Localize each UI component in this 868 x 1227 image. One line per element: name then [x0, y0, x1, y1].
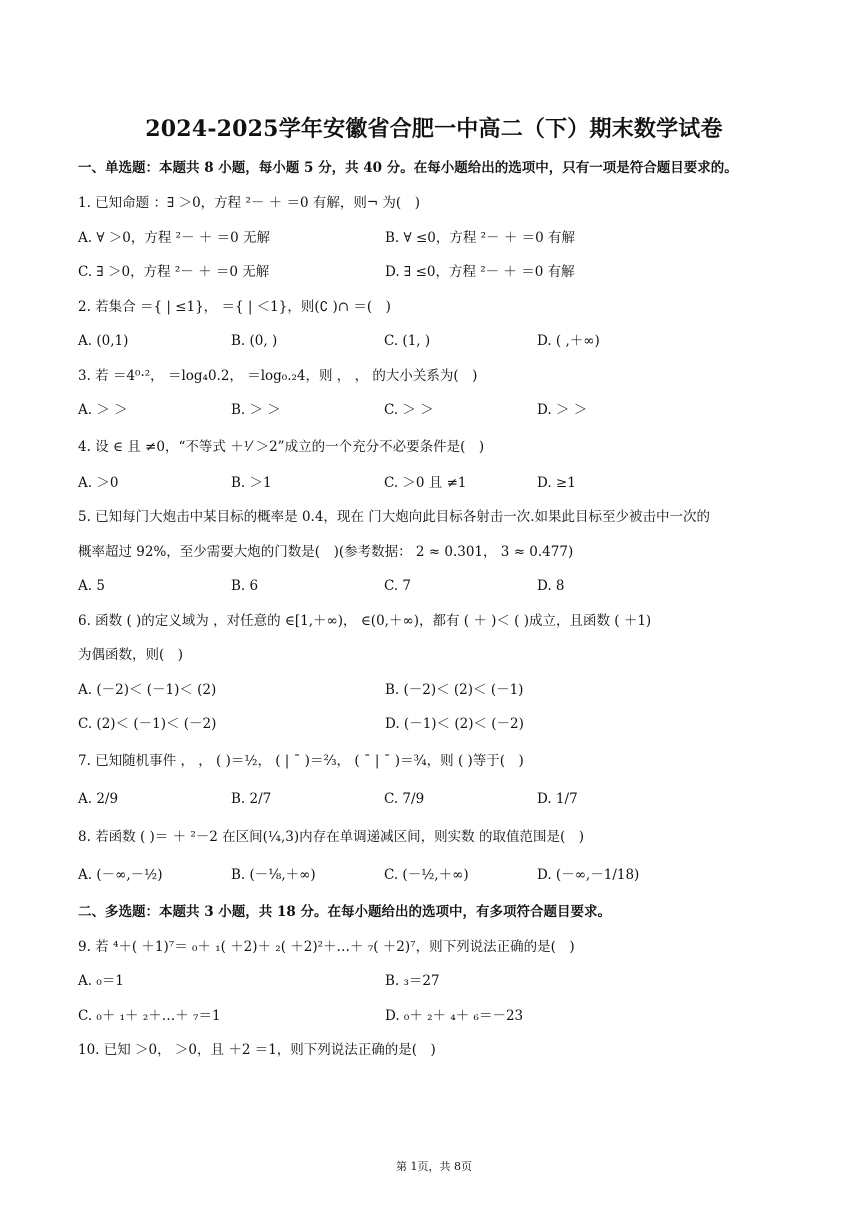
question-8-options: [78, 856, 803, 894]
question-2-option-c: C. (1, ): [384, 333, 431, 349]
question-4-stem: 4. 设 ∈ 且 ≠0，“不等式 ＋¹⁄ ＞2”成立的一个充分不必要条件是( ): [78, 438, 485, 455]
question-4-option-d: D. ≥1: [537, 474, 576, 491]
question-5-options: [78, 569, 803, 604]
page-title: 2024-2025学年安徽省合肥一中高二（下）期末数学试卷: [145, 116, 723, 142]
question-5-option-d: D. 8: [537, 578, 565, 594]
question-5-option-c: C. 7: [384, 578, 412, 594]
question-7-options: [78, 780, 803, 818]
question-6-option-d: D. (－1)＜ (2)＜ (－2): [385, 716, 524, 732]
question-8-option-a: A. (－∞,－½): [78, 866, 163, 883]
question-1-option-d: D. ∃ ≤0，方程 ²－ ＋ ＝0 有解: [385, 264, 575, 280]
question-6-stem-line-1: 6. 函数 ( )的定义域为 ，对任意的 ∈[1,＋∞)， ∈(0,＋∞)，都有 ( ＋ )＜ ( )成立，且函数 ( ＋1): [78, 612, 652, 629]
question-6-option-a: A. (－2)＜ (－1)＜ (2): [78, 681, 217, 698]
question-9-options-row-1: [78, 964, 803, 999]
question-8-option-d: D. (－∞,－1/18): [537, 866, 640, 883]
question-1-options-row-1: [78, 221, 803, 256]
question-4-option-b: B. ＞1: [231, 474, 272, 491]
question-8-stem: 8. 若函数 ( )＝ ＋ ²－2 在区间(¼,3)内存在单调递减区间，则实数 的取值范围是( ): [78, 828, 584, 845]
question-1-stem: 1. 已知命题 ：∃ ＞0，方程 ²－ ＋ ＝0 有解，则¬ 为( ): [78, 195, 420, 211]
question-3-option-c: C. ＞ ＞: [384, 402, 434, 418]
question-9-option-c: C. ₀＋ ₁＋ ₂＋…＋ ₇＝1: [78, 1007, 221, 1024]
question-9-option-d: D. ₀＋ ₂＋ ₄＋ ₆＝－23: [385, 1007, 524, 1024]
section-heading-single-choice: 一、单选题：本题共 8 小题，每小题 5 分，共 40 分。在每小题给出的选项中，只有一项是符合题目要求的。: [78, 160, 738, 176]
question-1-option-a: A. ∀ ＞0，方程 ²－ ＋ ＝0 无解: [78, 229, 271, 246]
question-5-stem-line-2: 概率超过 92%，至少需要大炮的门数是( )(参考数据： 2 ≈ 0.301， 3 ≈ 0.477): [78, 543, 574, 560]
question-8-option-c: C. (－½,＋∞): [384, 866, 469, 883]
page-footer: 第 1页，共 8页: [396, 1160, 472, 1173]
question-1-options-row-2: [78, 255, 803, 290]
question-6-options-row-2: [78, 707, 803, 742]
question-9-options-row-2: [78, 999, 803, 1034]
question-2-stem: 2. 若集合 ＝{ | ≤1}， ＝{ | ＜1}，则(∁ )∩ ＝( ): [78, 298, 391, 315]
question-6-option-b: B. (－2)＜ (2)＜ (－1): [385, 681, 524, 698]
question-6-stem-line-2: 为偶函数，则( ): [78, 647, 184, 663]
question-5-option-b: B. 6: [231, 578, 259, 594]
question-7-option-d: D. 1/7: [537, 790, 578, 807]
question-5-option-a: A. 5: [78, 578, 105, 594]
question-1-option-c: C. ∃ ＞0，方程 ²－ ＋ ＝0 无解: [78, 264, 270, 280]
question-2-options: [78, 324, 803, 359]
question-7-stem: 7. 已知随机事件 ， ， ( )＝½， ( | ¯ )＝⅔， ( ¯ | ¯ )＝¾，则 ( )等于( ): [78, 752, 524, 769]
question-7-option-b: B. 2/7: [231, 790, 272, 807]
question-7-option-a: A. 2/9: [78, 790, 119, 807]
question-3-options: [78, 393, 803, 428]
question-2-option-b: B. (0, ): [231, 333, 278, 349]
question-3-option-d: D. ＞ ＞: [537, 402, 588, 418]
question-2-option-d: D. ( ,＋∞): [537, 333, 600, 349]
question-7-option-c: C. 7/9: [384, 790, 425, 807]
question-3-option-a: A. ＞ ＞: [78, 402, 128, 418]
question-10-stem: 10. 已知 ＞0， ＞0，且 ＋2 ＝1，则下列说法正确的是( ): [78, 1042, 436, 1058]
question-3-stem: 3. 若 ＝4⁰·²， ＝log₄0.2， ＝log₀.₂4，则 ， ， 的大小关系为( ): [78, 367, 478, 384]
section-heading-multiple-choice: 二、多选题：本题共 3 小题，共 18 分。在每小题给出的选项中，有多项符合题目要求。: [78, 903, 611, 920]
question-4-option-a: A. ＞0: [78, 474, 119, 491]
question-1-option-b: B. ∀ ≤0，方程 ²－ ＋ ＝0 有解: [385, 229, 576, 246]
question-6-option-c: C. (2)＜ (－1)＜ (－2): [78, 716, 217, 732]
question-9-option-a: A. ₀＝1: [78, 973, 124, 989]
question-3-option-b: B. ＞ ＞: [231, 402, 281, 418]
question-4-options: [78, 466, 803, 501]
question-8-option-b: B. (－⅛,＋∞): [231, 866, 316, 883]
question-5-stem-line-1: 5. 已知每门大炮击中某目标的概率是 0.4，现在 门大炮向此目标各射击一次.如果此目标至少被击中一次的: [78, 509, 711, 525]
question-6-options-row-1: [78, 673, 803, 708]
question-9-option-b: B. ₃＝27: [385, 973, 440, 989]
question-9-stem: 9. 若 ⁴＋( ＋1)⁷＝ ₀＋ ₁( ＋2)＋ ₂( ＋2)²＋…＋ ₇( ＋2)⁷，则下列说法正确的是( ): [78, 938, 575, 955]
question-2-option-a: A. (0,1): [78, 333, 129, 349]
exam-content: [78, 150, 803, 1068]
question-4-option-c: C. ＞0 且 ≠1: [384, 474, 467, 491]
